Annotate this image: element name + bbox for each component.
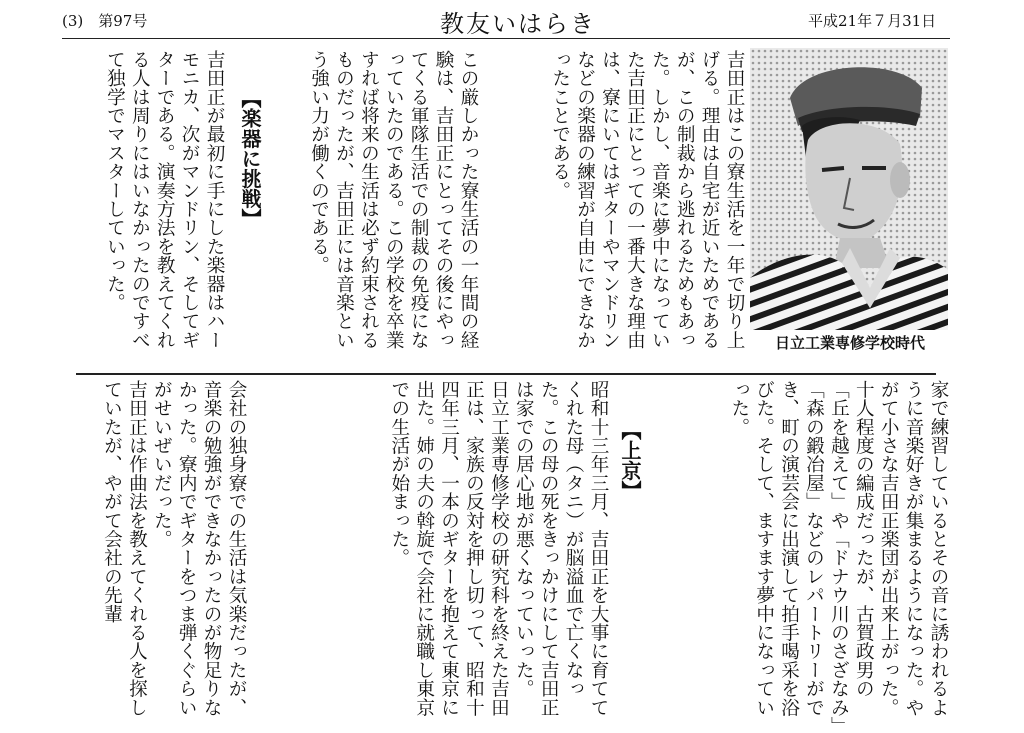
article-paragraph: 吉田正はこの寮生活を一年で切り上げる。理由は自宅が近いためであるが、この制裁から逃れるためもあった。しかし、音楽に夢中になっていた吉田正にとっての一番大きな理由は、寮にいてはギターやマンドリンなどの楽器の練習が自由にできなかったことである。 — [549, 50, 745, 350]
section-divider — [76, 373, 936, 375]
article-paragraph: 日立工業専修学校の研究科を終えた吉田正は、家族の反対を押し切って、昭和十四年三月、一本のギターを抱えて東京に出た。姉の夫の斡旋で会社に就職し東京での生活が始まった。 — [388, 380, 510, 717]
newsletter-title: 教友いはらき — [440, 10, 596, 38]
header-rule — [62, 38, 950, 39]
top-article-column-3 — [70, 50, 226, 366]
article-paragraph: 吉田正が最初に手にした楽器はハーモニカ、次がマンドリン、そしてギターである。演奏方法を教えてくれる人は周りにはいなかったのですべて独学でマスターしていった。 — [104, 50, 225, 350]
top-article-column-2 — [300, 50, 480, 366]
publication-date: 平成21年７月31日 — [808, 12, 937, 30]
photo-caption: 日立工業専修学校時代 — [774, 334, 925, 352]
portrait-photo — [750, 48, 948, 330]
bottom-article-column-1 — [658, 380, 950, 728]
article-paragraph: この厳しかった寮生活の一年間の経験は、吉田正にとってその後にやってくる軍隊生活での制裁の免疫になっていたのである。この学校を卒業すれば将来の生活は必ず約束されるものだったが、吉田正には音楽という強い力が働くのである。 — [308, 50, 479, 350]
section-heading-tokyo: 【上京】 — [618, 420, 642, 501]
top-article-column-1 — [484, 50, 746, 366]
section-heading-instruments: 【楽器に挑戦】 — [238, 88, 262, 229]
article-paragraph: 家で練習しているとその音に誘われるように音楽好きが集まるようになった。やがて小さな吉田正楽団が出来上がった。十人程度の編成だったが、古賀政男の「丘を越えて」や「ドナウ川のさざなみ」「森の鍛冶屋」などのレパートリーができ、町の演芸会に出演して拍手喝采を浴びた。そして、ますます夢中になっていった。 — [728, 380, 949, 726]
portrait-image — [750, 48, 948, 330]
page-header — [0, 0, 1024, 38]
article-paragraph: 吉田正は作曲法を教えてくれる人を探していたが、やがて会社の先輩 — [101, 380, 148, 717]
bottom-article-column-2 — [250, 380, 610, 728]
page-number-issue: (3) 第97号 — [62, 12, 148, 30]
article-paragraph: 昭和十三年三月、吉田正を大事に育ててくれた母（タニ）が脳溢血で亡くなった。この母の死をきっかけにして吉田正は家での居心地が悪くなっていった。 — [513, 380, 609, 717]
bottom-article-column-3 — [66, 380, 248, 728]
article-paragraph: 会社の独身寮での生活は気楽だったが、音楽の勉強ができなかったのが物足りなかった。寮内でギターをつま弾くぐらいがせいぜいだった。 — [151, 380, 247, 717]
